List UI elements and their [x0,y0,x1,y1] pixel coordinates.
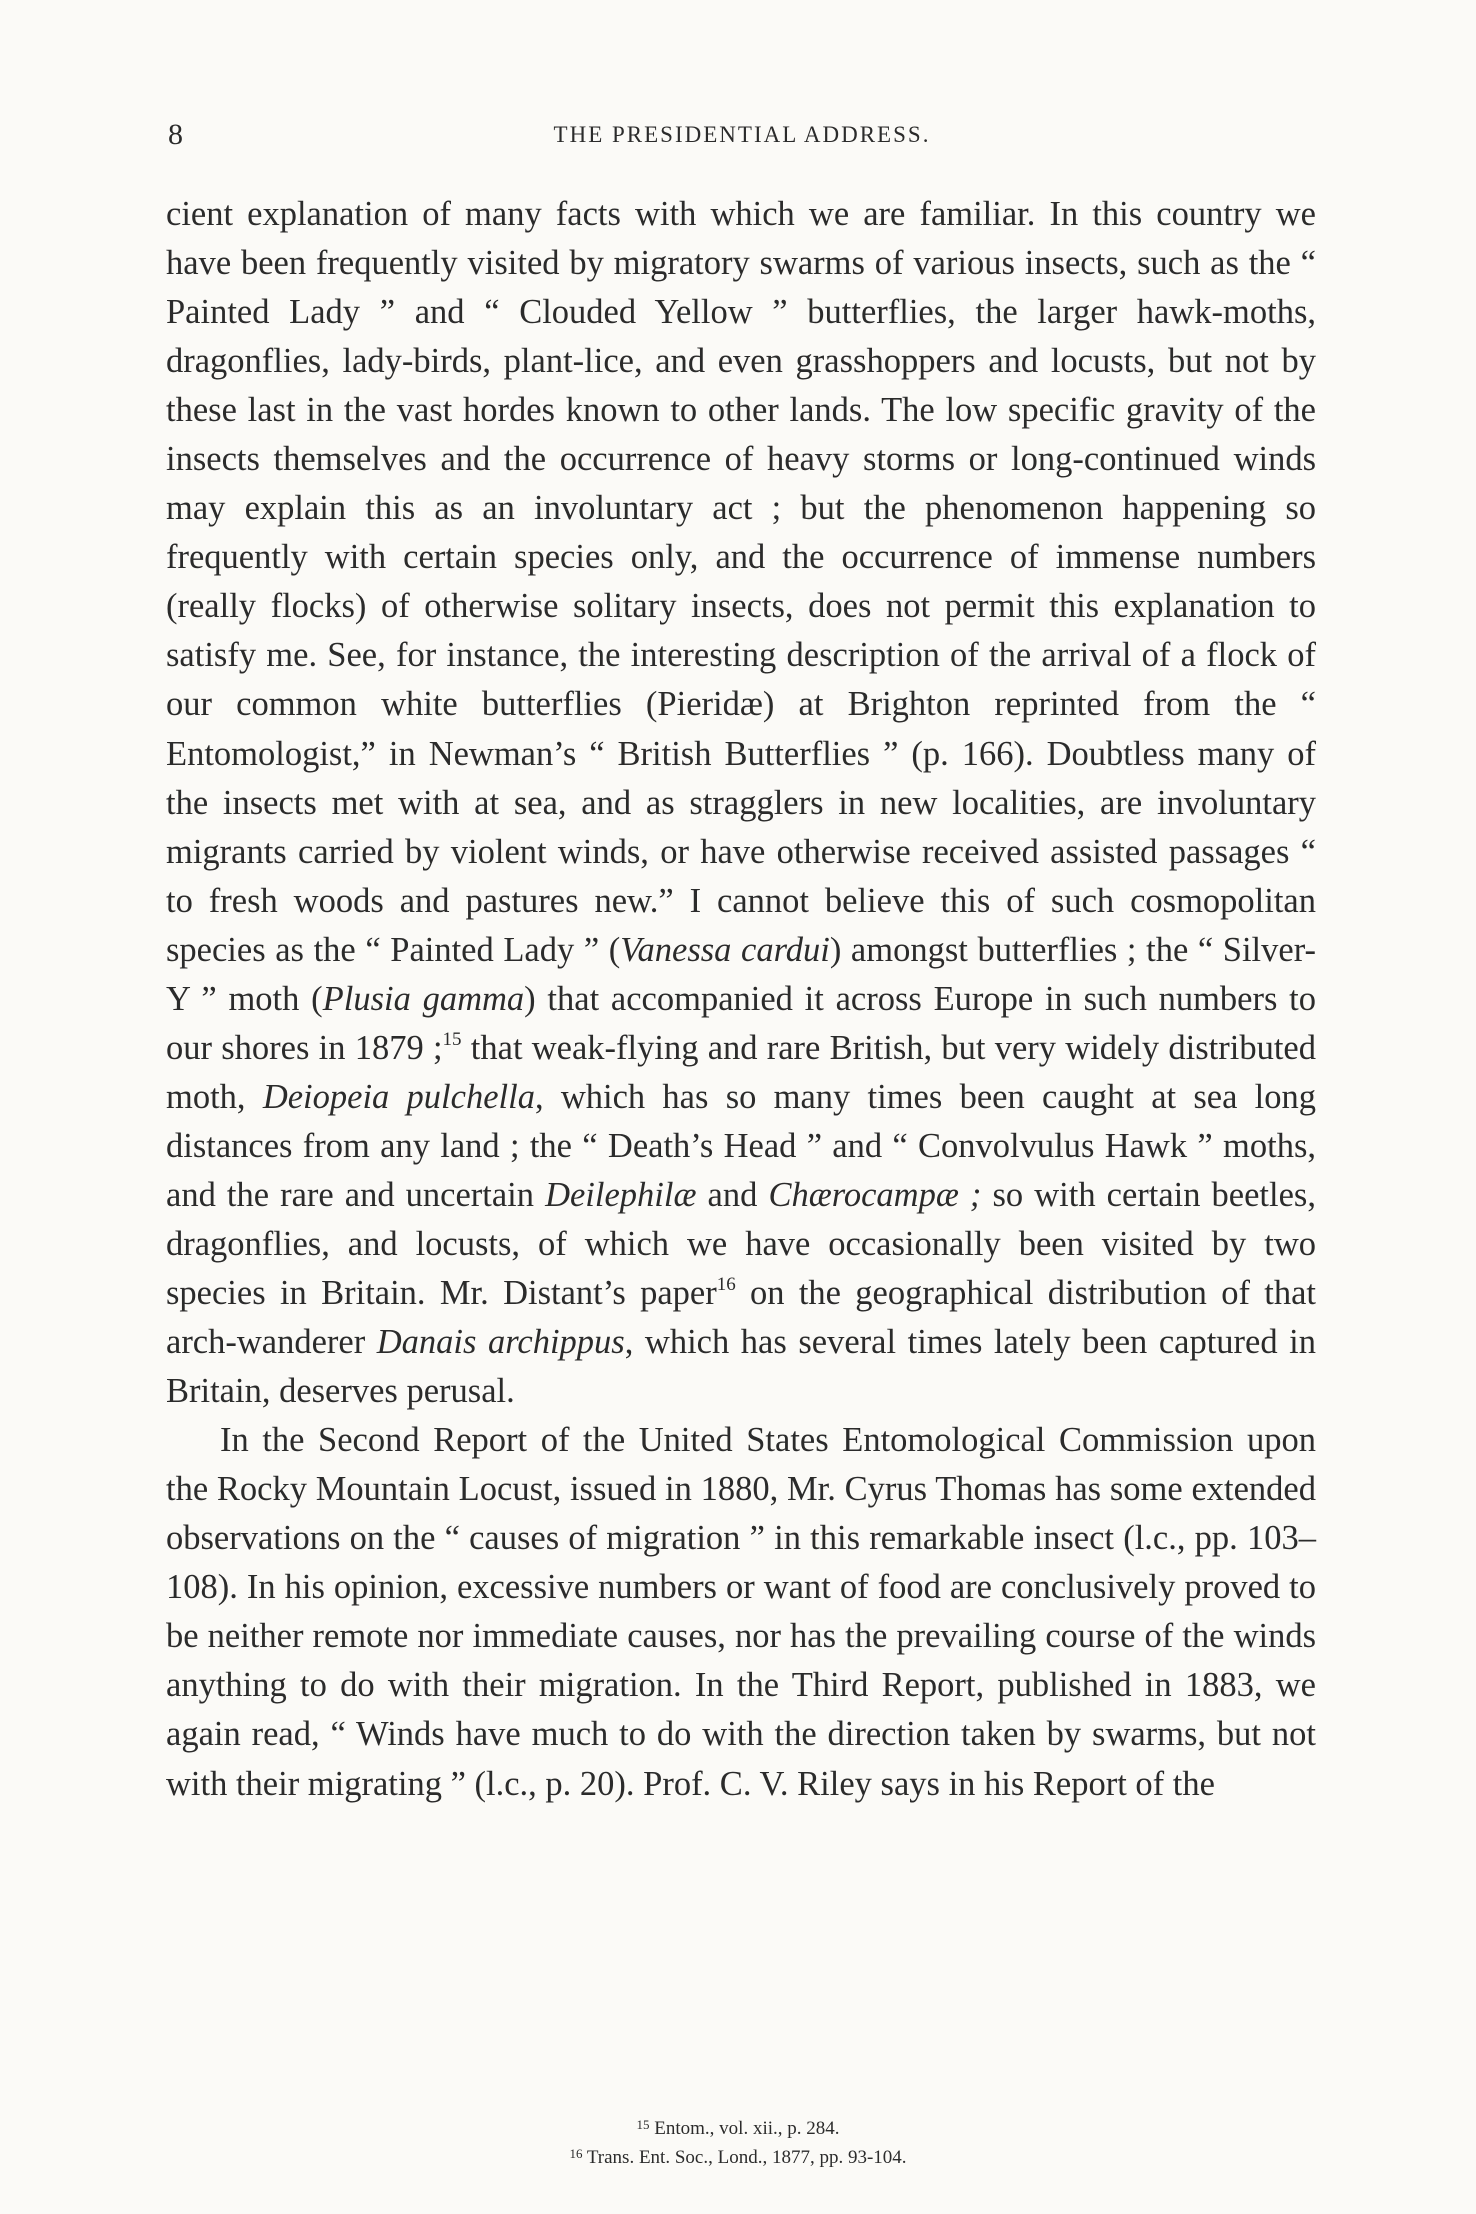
italic-taxon: Chærocampæ ; [768,1175,982,1214]
text-run: cient explanation of many facts with which we are familiar. In this country we have been frequently visited by migratory swarms of various insects, such as the “ Painted Lady ” and “ Clouded Yellow ” butterflies, the larger hawk-moths, dragonflies, lady-birds, plant-lice, and even grasshoppers and locusts, but not by these last in the vast hordes known to other lands. The low specific gravity of the insects themselves and the occurrence of heavy storms or long-continued winds may explain this as an involuntary act ; but the phenomenon happening so frequently with certain species only, and the occurrence of immense numbers (really flocks) of otherwise solitary insects, does not permit this explanation to satisfy me. See, for instance, the interesting description of the arrival of a flock of our common white butterflies (Pieridæ) at Brighton reprinted from the “ Entomologist,” in Newman’s “ British Butterflies ” (p. 166). Doubtless many of the insects met with at sea, and as stragglers in new localities, are involuntary migrants carried by violent winds, or have otherwise received assisted passages “ to fresh woods and pastures new.” I cannot believe this of such cosmopolitan species as the “ Painted Lady ” ( [166,195,1316,969]
text-run: ) that accompanied it across Europe in such numbers to our shores in 1879 ; [166,979,1316,1067]
paragraph-1 [166,190,1316,1416]
italic-taxon: Danais archippus [376,1323,625,1362]
text-run: ) amongst butterflies ; the “ Silver-Y ” moth ( [166,930,1316,1018]
italic-taxon: Vanessa cardui [620,930,830,969]
italic-taxon: Deiopeia pulchella [262,1077,535,1116]
footnote-number: 15 [636,2117,650,2132]
footnote-16 [0,2141,1476,2170]
text-run: on the geographical distribution of that arch-wanderer [166,1274,1316,1362]
footnotes [0,2112,1476,2170]
footnote-15 [0,2112,1476,2141]
text-run: , which has several times lately been captured in Britain, deserves perusal. [166,1323,1316,1411]
text-run: and [696,1175,769,1214]
page-header [168,118,1316,158]
text-run: so with certain beetles, dragonflies, and locusts, of which we have occasionally been visited by two species in Britain. Mr. Distant’s paper [166,1175,1316,1313]
paragraph-2: In the Second Report of the United States Entomological Commission upon the Rocky Mountain Locust, issued in 1880, Mr. Cyrus Thomas has some extended observations on the “ causes of migration ” in this remarkable insect (l.c., pp. 103–108). In his opinion, excessive numbers or want of food are conclusively proved to be neither remote nor immediate causes, nor has the prevailing course of the winds anything to do with their migration. In the Third Report, published in 1883, we again read, “ Winds have much to do with the direction taken by swarms, but not with their migrating ” (l.c., p. 20). Prof. C. V. Riley says in his Report of the [166,1421,1316,1803]
page-number: 8 [168,118,183,151]
footnote-text: Entom., vol. xii., p. 284. [649,2118,840,2139]
italic-taxon: Plusia gamma [322,979,525,1018]
footnote-ref: 15 [442,1028,462,1050]
body-text [166,190,1316,1809]
running-head: THE PRESIDENTIAL ADDRESS. [553,122,931,147]
footnote-ref: 16 [716,1274,736,1296]
footnote-number: 16 [569,2146,583,2161]
italic-taxon: Deilephilæ [545,1175,697,1214]
footnote-text: Trans. Ent. Soc., Lond., 1877, pp. 93-104. [582,2147,907,2168]
text-run: , which has so many times been caught at sea long distances from any land ; the “ Death’s Head ” and “ Convolvulus Hawk ” moths, and the rare and uncertain [166,1077,1317,1214]
text-run: that weak-flying and rare British, but very widely distributed moth, [166,1028,1316,1116]
